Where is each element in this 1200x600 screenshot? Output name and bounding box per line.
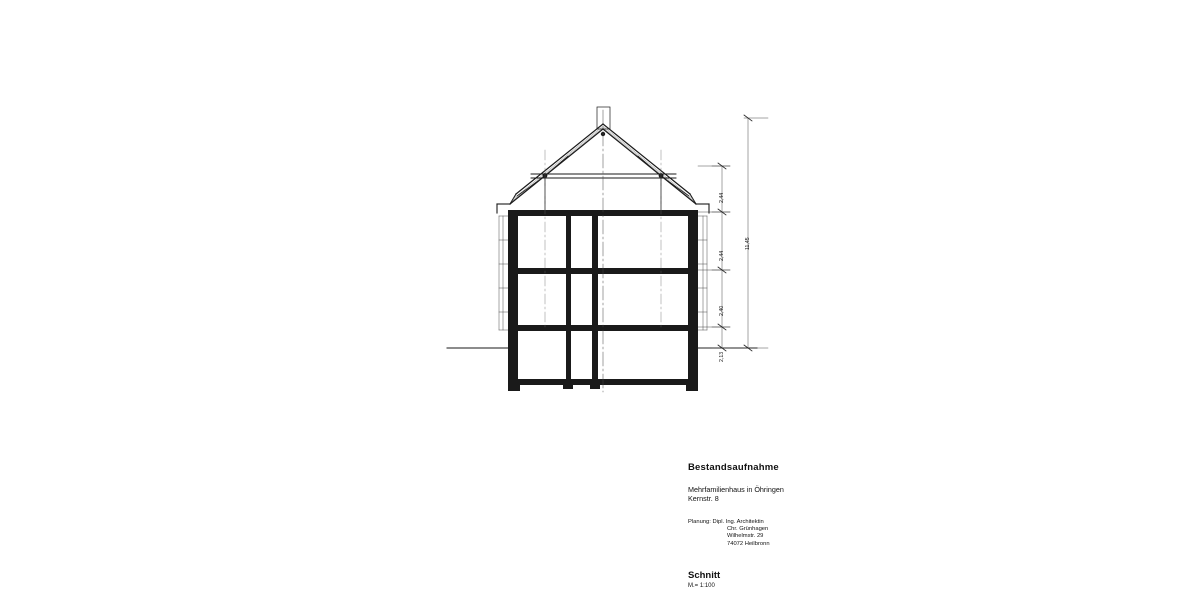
drawing-scale: M.= 1:100 <box>688 582 715 589</box>
planner-label: Planung: <box>688 518 711 525</box>
dimension-label-ground-floor: 2,13 <box>719 351 725 362</box>
project-line-1: Mehrfamilienhaus in Öhringen <box>688 484 784 494</box>
title-block-spacer <box>688 548 988 570</box>
exterior-wall-right <box>688 210 698 385</box>
half-timber-hatch-left <box>499 216 508 330</box>
planner-line-2: Chr. Grünhagen <box>727 526 769 533</box>
title-block-heading: Bestandsaufnahme <box>688 462 779 473</box>
planner-line-4: 74072 Heilbronn <box>727 540 770 547</box>
planner-line-3: Wilhelmstr. 29 <box>727 533 764 540</box>
dimension-label-second-floor: 2,44 <box>719 250 725 261</box>
interior-wall-b <box>592 216 598 379</box>
ridge-detail <box>597 107 610 129</box>
dimension-lines <box>698 118 768 348</box>
project-line-2: Kernstr. 8 <box>688 493 719 503</box>
dimension-label-attic: 2,44 <box>719 192 725 203</box>
dimension-label-first-floor: 2,40 <box>719 305 725 316</box>
drawing-type: Schnitt <box>688 569 721 581</box>
exterior-wall-left <box>508 210 518 385</box>
collar-beam <box>531 174 676 178</box>
interior-wall-a <box>566 216 571 379</box>
planner-label-row <box>688 519 988 526</box>
dimension-label-total-height: 11,45 <box>745 237 751 250</box>
half-timber-hatch-right <box>698 216 707 330</box>
title-block <box>688 462 988 590</box>
planner-line-1: Dipl. Ing. Architektin <box>712 518 764 525</box>
